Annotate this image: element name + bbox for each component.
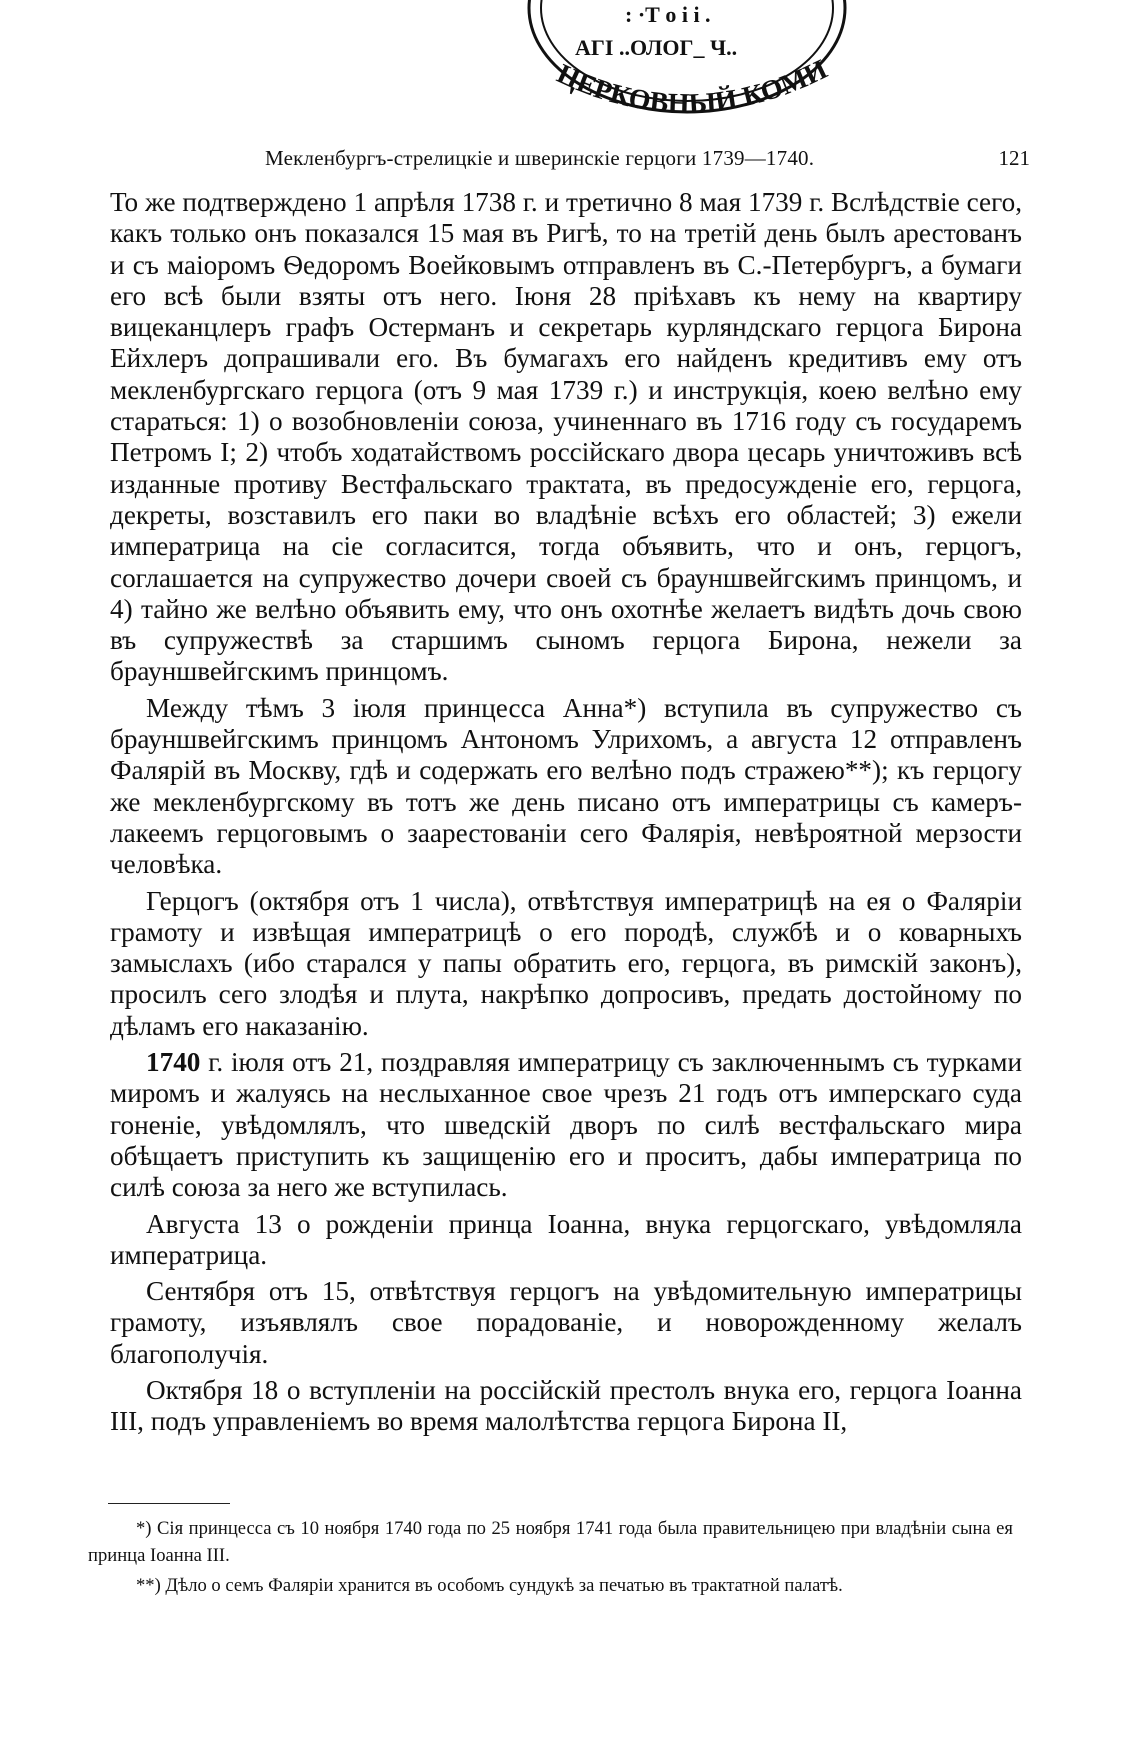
paragraph [110, 1047, 1022, 1203]
stamp-bottom-textpath: ЦЕРКОВНЫЙ КОМИ [552, 54, 833, 120]
paragraph [110, 1209, 1022, 1272]
running-header [110, 146, 1030, 176]
paragraph-text: Между тѣмъ 3 іюля принцесса Анна*) вступила въ супружество съ брауншвейгскимъ принцомъ Антономъ Улрихомъ, а августа 12 отправленъ Фалярій въ Москву, гдѣ и содержать его велѣно подъ стражею**); къ герцогу же мекленбургскому въ тотъ же день писано отъ императрицы съ камеръ-лакеемъ герцоговымъ о заарестованіи сего Фалярія, невѣроятной мерзости человѣка. [110, 692, 1022, 880]
paragraph-text: То же подтверждено 1 апрѣля 1738 г. и третично 8 мая 1739 г. Вслѣдствіе сего, какъ только онъ показался 15 мая въ Ригѣ, то на третій день былъ арестованъ и съ маіоромъ Ѳедоромъ Воейковымъ отправленъ въ С.-Петербургъ, а бумаги его всѣ были взяты отъ него. Іюня 28 пріѣхавъ къ нему на квартиру вицеканцлеръ графъ Остерманъ и секретарь курляндскаго герцога Бирона Ейхлеръ допрашивали его. Въ бумагахъ его найденъ кредитивъ ему отъ мекленбургскаго герцога (отъ 9 мая 1739 г.) и инструкція, коею велѣно ему стараться: 1) о возобновленіи союза, учиненнаго въ 1716 году съ государемъ Петромъ I; 2) чтобъ ходатайствомъ россійскаго двора цесарь уничтоживъ всѣ изданные противу Вестфальскаго трактата, въ предосужденіе его, герцога, декреты, возставилъ его паки во владѣніе всѣхъ его областей; 3) ежели императрица на сіе согласится, тогда объявить, что и онъ, герцогъ, соглашается на супружество дочери своей съ брауншвейгскимъ принцомъ, и 4) тайно же велѣно объявить ему, что онъ охотнѣе желаетъ видѣть дочь свою въ супружествѣ за старшимъ сыномъ герцога Бирона, нежели за брауншвейгскимъ принцомъ. [110, 187, 1022, 687]
footnote: *) Сія принцесса съ 10 ноября 1740 года по 25 ноября 1741 года была правительницею при владѣніи сына ея принца Іоанна III. [88, 1518, 1013, 1566]
running-title: Мекленбургъ-стрелицкіе и шверинскіе герцоги 1739—1740. [265, 146, 815, 170]
paragraph-lead-year: 1740 [146, 1047, 201, 1078]
paragraph [110, 187, 1022, 688]
paragraph-text: Герцогъ (октября отъ 1 числа), отвѣтствуя императрицѣ на ея о Фаляріи грамоту и извѣщая императрицѣ о его породѣ, службѣ и о коварныхъ замыслахъ (ибо старался у папы обратить его, герцога, въ римскій законъ), просилъ сего злодѣя и плута, накрѣпко допросивъ, предать достойному по дѣламъ его наказанію. [110, 885, 1022, 1041]
page-number: 121 [998, 146, 1030, 170]
footnote: **) Дѣло о семъ Фаляріи хранится въ особомъ сундукѣ за печатью въ трактатной палатѣ. [136, 1575, 843, 1596]
stamp-top-text: : ·Т о і і . [625, 2, 711, 27]
footnotes [88, 1515, 1013, 1602]
paragraph-text: Августа 13 о рожденіи принца Іоанна, внука герцогскаго, увѣдомляла императрица. [110, 1208, 1022, 1270]
footnote-divider [108, 1503, 230, 1504]
body-text [110, 187, 1022, 1443]
paragraph-text: г. іюля отъ 21, поздравляя императрицу съ заключеннымъ съ турками миромъ и жалуясь на неслыханное свое чрезъ 21 годъ отъ имперскаго суда гоненіе, увѣдомлялъ, что шведскій дворъ по силѣ вестфальскаго мира обѣщаетъ приступить къ защищенію его и проситъ, дабы императрица по силѣ союза за него же вступилась. [110, 1047, 1022, 1203]
stamp-middle-text: АГІ ..ОЛОГ_ Ч.. [575, 35, 738, 60]
paragraph [110, 886, 1022, 1042]
paragraph [110, 693, 1022, 881]
paragraph-text: Октября 18 о вступленіи на россійскій престолъ внука его, герцога Іоанна III, подъ управленіемъ во время малолѣтства герцога Бирона II, [110, 1374, 1022, 1437]
paragraph-text: Сентября отъ 15, отвѣтствуя герцогъ на увѣдомительную императрицы грамоту, изъявлялъ свое порадованіе, и новорожденному желалъ благополучія. [110, 1276, 1022, 1369]
paragraph [110, 1375, 1022, 1438]
paragraph [110, 1276, 1022, 1370]
library-stamp [515, 0, 855, 120]
